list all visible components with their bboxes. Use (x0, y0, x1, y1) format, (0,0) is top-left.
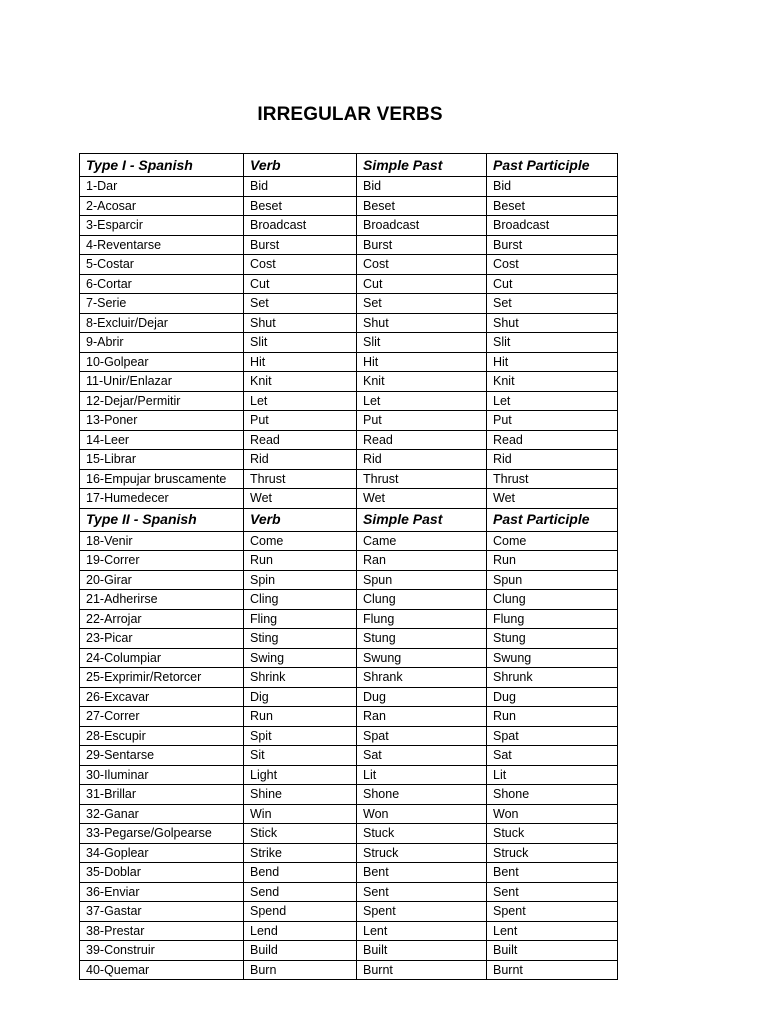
simple-past-cell: Burst (357, 235, 487, 255)
simple-past-cell: Spun (357, 570, 487, 590)
spanish-cell: 32-Ganar (80, 804, 244, 824)
verb-cell: Rid (244, 450, 357, 470)
simple-past-cell: Knit (357, 372, 487, 392)
spanish-cell: 29-Sentarse (80, 746, 244, 766)
simple-past-cell: Swung (357, 648, 487, 668)
verb-cell: Run (244, 551, 357, 571)
spanish-cell: 11-Unir/Enlazar (80, 372, 244, 392)
spanish-cell: 14-Leer (80, 430, 244, 450)
table-row (80, 746, 618, 766)
past-participle-cell: Burst (487, 235, 618, 255)
table-row (80, 551, 618, 571)
verb-cell: Dig (244, 687, 357, 707)
past-participle-cell: Cost (487, 255, 618, 275)
past-participle-cell: Built (487, 941, 618, 961)
simple-past-cell: Set (357, 294, 487, 314)
table-row (80, 629, 618, 649)
spanish-cell: 31-Brillar (80, 785, 244, 805)
past-participle-cell: Shrunk (487, 668, 618, 688)
spanish-cell: 36-Enviar (80, 882, 244, 902)
verb-cell: Slit (244, 333, 357, 353)
spanish-cell: 10-Golpear (80, 352, 244, 372)
simple-past-cell: Spent (357, 902, 487, 922)
simple-past-cell: Shrank (357, 668, 487, 688)
simple-past-cell: Dug (357, 687, 487, 707)
table-row (80, 902, 618, 922)
past-participle-cell: Come (487, 531, 618, 551)
verb-cell: Spend (244, 902, 357, 922)
simple-past-cell: Came (357, 531, 487, 551)
past-participle-cell: Broadcast (487, 216, 618, 236)
spanish-cell: 37-Gastar (80, 902, 244, 922)
spanish-cell: 40-Quemar (80, 960, 244, 980)
table-row (80, 863, 618, 883)
table-row (80, 313, 618, 333)
past-participle-cell: Spent (487, 902, 618, 922)
past-participle-cell: Sat (487, 746, 618, 766)
spanish-cell: 22-Arrojar (80, 609, 244, 629)
past-participle-cell: Stung (487, 629, 618, 649)
verb-cell: Fling (244, 609, 357, 629)
spanish-cell: 35-Doblar (80, 863, 244, 883)
simple-past-cell: Thrust (357, 469, 487, 489)
simple-past-cell: Sent (357, 882, 487, 902)
past-participle-cell: Set (487, 294, 618, 314)
simple-past-cell: Cost (357, 255, 487, 275)
spanish-cell: 39-Construir (80, 941, 244, 961)
column-header: Simple Past (357, 154, 487, 177)
simple-past-cell: Hit (357, 352, 487, 372)
simple-past-cell: Shut (357, 313, 487, 333)
spanish-cell: 18-Venir (80, 531, 244, 551)
simple-past-cell: Flung (357, 609, 487, 629)
simple-past-cell: Sat (357, 746, 487, 766)
verb-cell: Shine (244, 785, 357, 805)
simple-past-cell: Lit (357, 765, 487, 785)
verb-cell: Run (244, 707, 357, 727)
past-participle-cell: Flung (487, 609, 618, 629)
verb-cell: Let (244, 391, 357, 411)
verb-cell: Knit (244, 372, 357, 392)
past-participle-cell: Clung (487, 590, 618, 610)
verb-cell: Build (244, 941, 357, 961)
spanish-cell: 6-Cortar (80, 274, 244, 294)
verb-cell: Sting (244, 629, 357, 649)
past-participle-cell: Lent (487, 921, 618, 941)
verb-cell: Burst (244, 235, 357, 255)
spanish-cell: 19-Correr (80, 551, 244, 571)
spanish-cell: 21-Adherirse (80, 590, 244, 610)
verb-cell: Win (244, 804, 357, 824)
verb-cell: Send (244, 882, 357, 902)
verb-cell: Spin (244, 570, 357, 590)
column-header: Type II - Spanish (80, 508, 244, 531)
table-row (80, 469, 618, 489)
spanish-cell: 23-Picar (80, 629, 244, 649)
spanish-cell: 16-Empujar bruscamente (80, 469, 244, 489)
past-participle-cell: Sent (487, 882, 618, 902)
column-header: Verb (244, 508, 357, 531)
column-header: Simple Past (357, 508, 487, 531)
past-participle-cell: Put (487, 411, 618, 431)
table-row (80, 177, 618, 197)
spanish-cell: 20-Girar (80, 570, 244, 590)
verb-cell: Strike (244, 843, 357, 863)
simple-past-cell: Slit (357, 333, 487, 353)
past-participle-cell: Bent (487, 863, 618, 883)
table-row (80, 489, 618, 509)
column-header: Type I - Spanish (80, 154, 244, 177)
simple-past-cell: Broadcast (357, 216, 487, 236)
spanish-cell: 17-Humedecer (80, 489, 244, 509)
verb-cell: Sit (244, 746, 357, 766)
table-row (80, 843, 618, 863)
past-participle-cell: Bid (487, 177, 618, 197)
table-row (80, 352, 618, 372)
table-row (80, 726, 618, 746)
past-participle-cell: Beset (487, 196, 618, 216)
simple-past-cell: Beset (357, 196, 487, 216)
past-participle-cell: Run (487, 707, 618, 727)
verb-cell: Bid (244, 177, 357, 197)
irregular-verbs-table (79, 153, 618, 980)
past-participle-cell: Slit (487, 333, 618, 353)
spanish-cell: 2-Acosar (80, 196, 244, 216)
past-participle-cell: Wet (487, 489, 618, 509)
simple-past-cell: Let (357, 391, 487, 411)
table-row (80, 590, 618, 610)
spanish-cell: 30-Iluminar (80, 765, 244, 785)
table-row (80, 450, 618, 470)
simple-past-cell: Ran (357, 707, 487, 727)
verb-cell: Come (244, 531, 357, 551)
spanish-cell: 5-Costar (80, 255, 244, 275)
simple-past-cell: Spat (357, 726, 487, 746)
simple-past-cell: Burnt (357, 960, 487, 980)
table-row (80, 294, 618, 314)
past-participle-cell: Shone (487, 785, 618, 805)
table-row (80, 648, 618, 668)
verb-table-body (80, 154, 618, 980)
table-row (80, 765, 618, 785)
section-header-row (80, 508, 618, 531)
past-participle-cell: Swung (487, 648, 618, 668)
spanish-cell: 1-Dar (80, 177, 244, 197)
verb-cell: Spit (244, 726, 357, 746)
verb-cell: Shut (244, 313, 357, 333)
past-participle-cell: Cut (487, 274, 618, 294)
spanish-cell: 26-Excavar (80, 687, 244, 707)
past-participle-cell: Read (487, 430, 618, 450)
past-participle-cell: Rid (487, 450, 618, 470)
page-title: IRREGULAR VERBS (257, 104, 443, 125)
table-row (80, 274, 618, 294)
column-header: Verb (244, 154, 357, 177)
spanish-cell: 33-Pegarse/Golpearse (80, 824, 244, 844)
spanish-cell: 3-Esparcir (80, 216, 244, 236)
spanish-cell: 7-Serie (80, 294, 244, 314)
past-participle-cell: Burnt (487, 960, 618, 980)
simple-past-cell: Lent (357, 921, 487, 941)
table-row (80, 216, 618, 236)
simple-past-cell: Stuck (357, 824, 487, 844)
table-row (80, 687, 618, 707)
simple-past-cell: Read (357, 430, 487, 450)
verb-cell: Shrink (244, 668, 357, 688)
verb-cell: Hit (244, 352, 357, 372)
past-participle-cell: Struck (487, 843, 618, 863)
spanish-cell: 8-Excluir/Dejar (80, 313, 244, 333)
past-participle-cell: Let (487, 391, 618, 411)
table-row (80, 921, 618, 941)
verb-cell: Thrust (244, 469, 357, 489)
table-row (80, 196, 618, 216)
table-row (80, 707, 618, 727)
past-participle-cell: Thrust (487, 469, 618, 489)
column-header: Past Participle (487, 508, 618, 531)
past-participle-cell: Hit (487, 352, 618, 372)
table-row (80, 235, 618, 255)
simple-past-cell: Wet (357, 489, 487, 509)
past-participle-cell: Stuck (487, 824, 618, 844)
spanish-cell: 9-Abrir (80, 333, 244, 353)
table-row (80, 411, 618, 431)
section-header-row (80, 154, 618, 177)
spanish-cell: 13-Poner (80, 411, 244, 431)
spanish-cell: 12-Dejar/Permitir (80, 391, 244, 411)
past-participle-cell: Dug (487, 687, 618, 707)
column-header: Past Participle (487, 154, 618, 177)
spanish-cell: 27-Correr (80, 707, 244, 727)
verb-cell: Set (244, 294, 357, 314)
verb-cell: Beset (244, 196, 357, 216)
simple-past-cell: Ran (357, 551, 487, 571)
past-participle-cell: Spun (487, 570, 618, 590)
table-row (80, 430, 618, 450)
table-row (80, 333, 618, 353)
simple-past-cell: Shone (357, 785, 487, 805)
verb-cell: Swing (244, 648, 357, 668)
table-row (80, 372, 618, 392)
verb-cell: Read (244, 430, 357, 450)
verb-cell: Cost (244, 255, 357, 275)
simple-past-cell: Clung (357, 590, 487, 610)
verb-cell: Broadcast (244, 216, 357, 236)
spanish-cell: 38-Prestar (80, 921, 244, 941)
table-row (80, 960, 618, 980)
past-participle-cell: Won (487, 804, 618, 824)
past-participle-cell: Run (487, 551, 618, 571)
simple-past-cell: Bid (357, 177, 487, 197)
simple-past-cell: Bent (357, 863, 487, 883)
simple-past-cell: Built (357, 941, 487, 961)
verb-cell: Cut (244, 274, 357, 294)
spanish-cell: 25-Exprimir/Retorcer (80, 668, 244, 688)
table-row (80, 882, 618, 902)
past-participle-cell: Lit (487, 765, 618, 785)
table-row (80, 668, 618, 688)
verb-cell: Burn (244, 960, 357, 980)
verb-cell: Put (244, 411, 357, 431)
past-participle-cell: Spat (487, 726, 618, 746)
spanish-cell: 15-Librar (80, 450, 244, 470)
verb-cell: Light (244, 765, 357, 785)
spanish-cell: 4-Reventarse (80, 235, 244, 255)
simple-past-cell: Put (357, 411, 487, 431)
spanish-cell: 24-Columpiar (80, 648, 244, 668)
table-row (80, 570, 618, 590)
spanish-cell: 34-Goplear (80, 843, 244, 863)
verb-cell: Cling (244, 590, 357, 610)
verb-cell: Bend (244, 863, 357, 883)
spanish-cell: 28-Escupir (80, 726, 244, 746)
table-row (80, 785, 618, 805)
past-participle-cell: Shut (487, 313, 618, 333)
table-row (80, 824, 618, 844)
simple-past-cell: Stung (357, 629, 487, 649)
past-participle-cell: Knit (487, 372, 618, 392)
verb-cell: Wet (244, 489, 357, 509)
table-row (80, 531, 618, 551)
simple-past-cell: Rid (357, 450, 487, 470)
table-row (80, 255, 618, 275)
table-row (80, 941, 618, 961)
simple-past-cell: Won (357, 804, 487, 824)
table-row (80, 391, 618, 411)
table-row (80, 804, 618, 824)
simple-past-cell: Cut (357, 274, 487, 294)
verb-cell: Stick (244, 824, 357, 844)
verb-cell: Lend (244, 921, 357, 941)
simple-past-cell: Struck (357, 843, 487, 863)
table-row (80, 609, 618, 629)
